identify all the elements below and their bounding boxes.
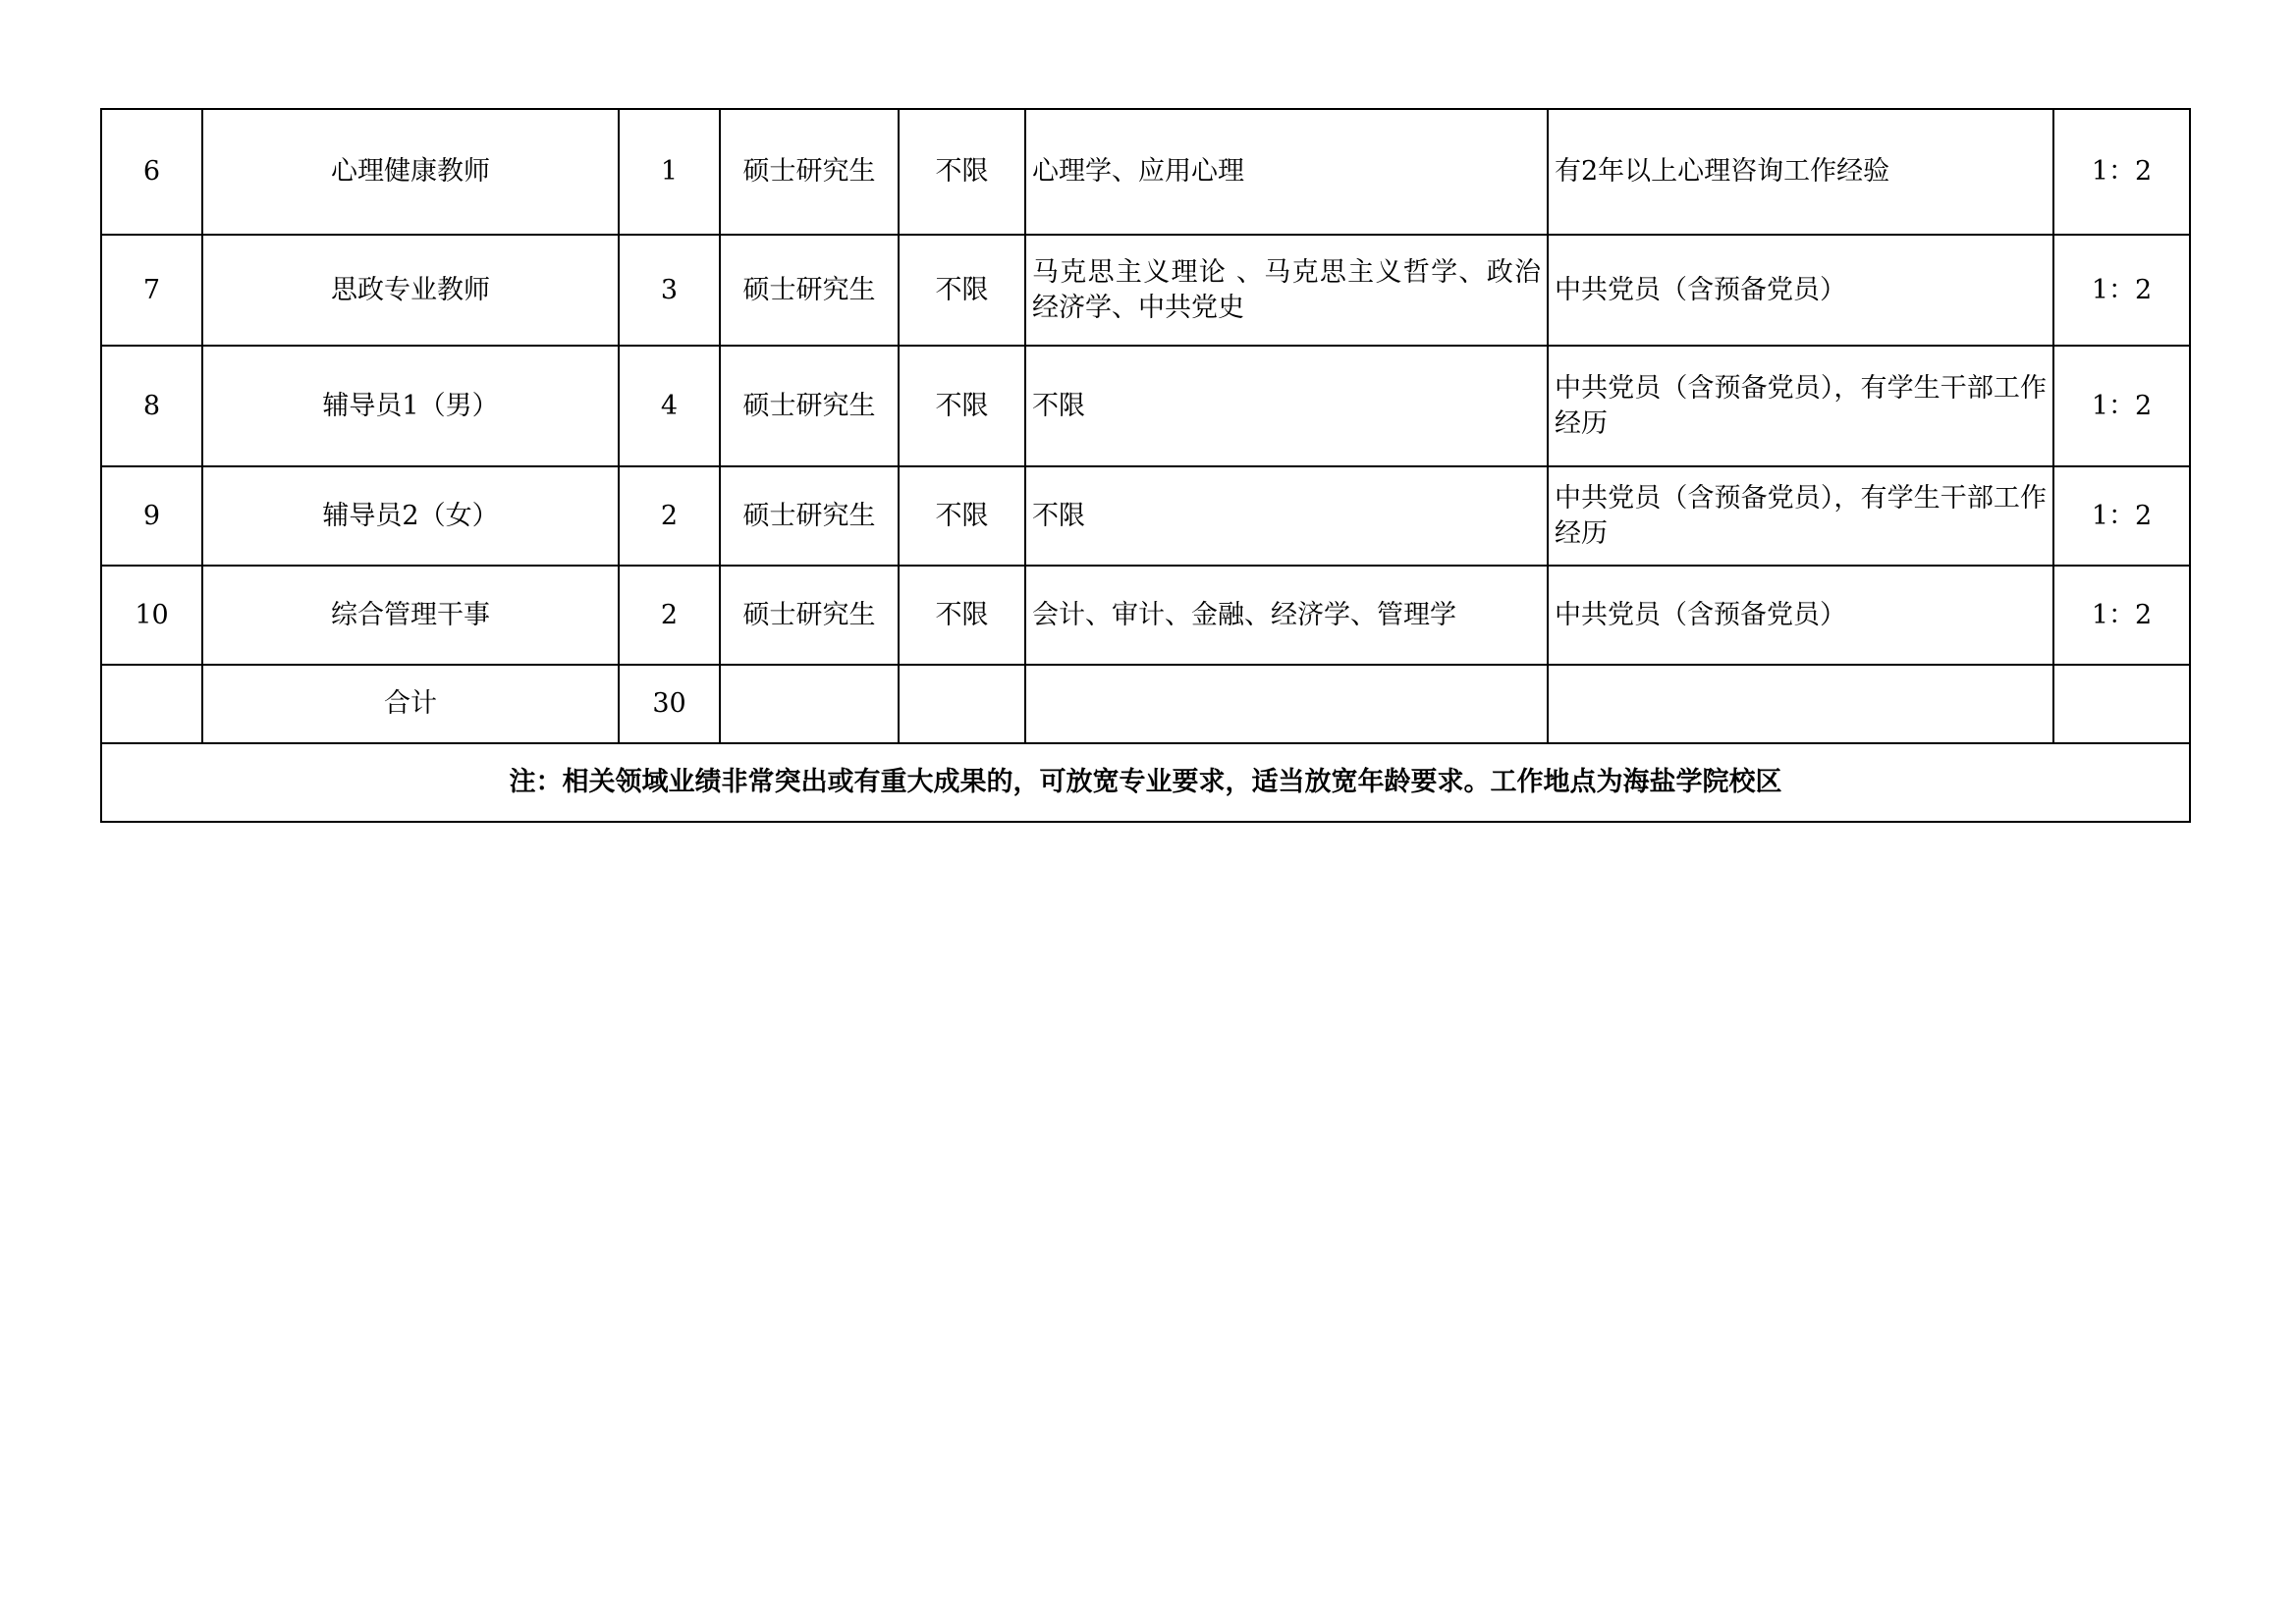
position-name: 思政专业教师 — [202, 235, 619, 346]
row-number: 6 — [101, 109, 202, 235]
education-requirement: 硕士研究生 — [720, 466, 899, 566]
total-row — [101, 665, 2190, 743]
other-requirement: 中共党员（含预备党员） — [1548, 235, 2053, 346]
age-requirement: 不限 — [899, 235, 1025, 346]
headcount: 3 — [619, 235, 720, 346]
total-label: 合计 — [202, 665, 619, 743]
position-name: 辅导员1（男） — [202, 346, 619, 466]
education-requirement: 硕士研究生 — [720, 566, 899, 665]
row-number: 7 — [101, 235, 202, 346]
table-row — [101, 109, 2190, 235]
empty-cell — [1548, 665, 2053, 743]
major-requirement: 马克思主义理论 、马克思主义哲学、政治经济学、中共党史 — [1025, 235, 1548, 346]
headcount: 2 — [619, 466, 720, 566]
other-requirement: 中共党员（含预备党员），有学生干部工作经历 — [1548, 346, 2053, 466]
major-requirement: 会计、审计、金融、经济学、管理学 — [1025, 566, 1548, 665]
other-requirement: 中共党员（含预备党员） — [1548, 566, 2053, 665]
education-requirement: 硕士研究生 — [720, 109, 899, 235]
major-requirement: 不限 — [1025, 346, 1548, 466]
major-requirement: 心理学、应用心理 — [1025, 109, 1548, 235]
interview-ratio: 1：2 — [2053, 566, 2190, 665]
age-requirement: 不限 — [899, 566, 1025, 665]
other-requirement: 有2年以上心理咨询工作经验 — [1548, 109, 2053, 235]
interview-ratio: 1：2 — [2053, 346, 2190, 466]
row-number: 10 — [101, 566, 202, 665]
empty-cell — [720, 665, 899, 743]
headcount: 4 — [619, 346, 720, 466]
education-requirement: 硕士研究生 — [720, 235, 899, 346]
major-requirement: 不限 — [1025, 466, 1548, 566]
row-number: 8 — [101, 346, 202, 466]
interview-ratio: 1：2 — [2053, 466, 2190, 566]
recruitment-table — [100, 108, 2191, 823]
education-requirement: 硕士研究生 — [720, 346, 899, 466]
headcount: 1 — [619, 109, 720, 235]
table-row — [101, 566, 2190, 665]
interview-ratio: 1：2 — [2053, 109, 2190, 235]
interview-ratio: 1：2 — [2053, 235, 2190, 346]
table-row — [101, 235, 2190, 346]
empty-cell — [101, 665, 202, 743]
table-note: 注：相关领域业绩非常突出或有重大成果的，可放宽专业要求，适当放宽年龄要求。工作地点为海盐学院校区 — [101, 743, 2190, 822]
age-requirement: 不限 — [899, 346, 1025, 466]
position-name: 综合管理干事 — [202, 566, 619, 665]
empty-cell — [2053, 665, 2190, 743]
age-requirement: 不限 — [899, 466, 1025, 566]
empty-cell — [899, 665, 1025, 743]
headcount: 2 — [619, 566, 720, 665]
age-requirement: 不限 — [899, 109, 1025, 235]
row-number: 9 — [101, 466, 202, 566]
empty-cell — [1025, 665, 1548, 743]
position-name: 心理健康教师 — [202, 109, 619, 235]
other-requirement: 中共党员（含预备党员），有学生干部工作经历 — [1548, 466, 2053, 566]
position-name: 辅导员2（女） — [202, 466, 619, 566]
note-row — [101, 743, 2190, 822]
table-row — [101, 466, 2190, 566]
total-count: 30 — [619, 665, 720, 743]
table-row — [101, 346, 2190, 466]
